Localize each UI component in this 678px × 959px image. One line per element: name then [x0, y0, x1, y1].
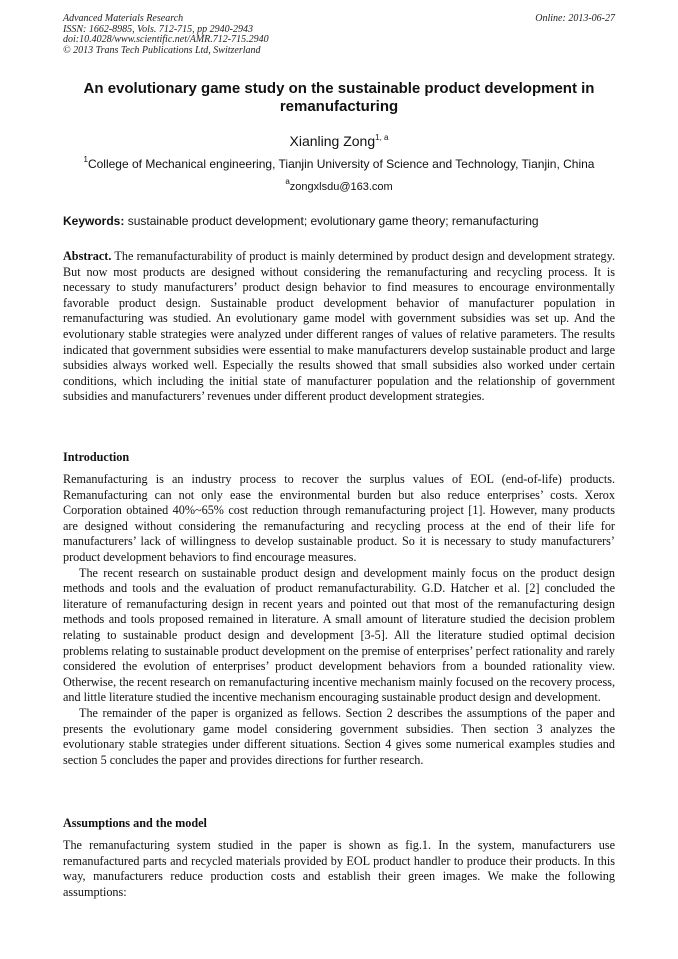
intro-paragraph-2: The recent research on sustainable product design and development mainly focus on the product design methods and tools and the evaluation of product remanufacturability. G.D. Hatcher et al. [2] concluded the literature of remanufacturing design in recent years and pointed out that most of the remanufacturing design methods and tools proposed remained in literature. A small amount of literature studied the decision problem relating to sustainable product design and development [3-5]. All the literature studied optimal decision problems relating to sustainable product development on the premise of enterprises’ perfect rationality and rarely considered the evolution of enterprises’ product development behaviors from a bounded rationality view. Otherwise, the recent research on remanufacturing incentive mechanism mainly focused on the recovery process, and little literature studied the incentive mechanism encouraging sustainable product design and development. [63, 565, 615, 705]
abstract-text: The remanufacturability of product is mainly determined by product design and development strategy. But now most products are designed without considering the remanufacturing and recycling process. It is necessary to study manufacturers’ product design behavior to find measures to encourage environmentally favorable product design. Sustainable product development behavior of manufacturer population in remanufacturing was studied. An evolutionary game model with government subsidies was set up. And the evolutionary stable strategies were analyzed under different ranges of values of relative parameters. The results indicated that government subsidies were essential to make manufacturers develop sustainable product and large subsidies always worked well. Especially the results showed that small subsidies also worked under certain conditions, which including the initial state of manufacturer population and the relationship of government subsidies and manufacturers’ revenues under different product development strategies. [63, 249, 615, 404]
affiliation [63, 157, 615, 172]
assumptions-paragraph: The remanufacturing system studied in the paper is shown as fig.1. In the system, manufacturers use remanufactured parts and recycled materials provided by EOL product handler to produce their products. In this way, manufacturers reduce production costs and establish their green images. We make the following assumptions: [63, 838, 615, 899]
affiliation-superscript: 1 [83, 155, 88, 164]
keywords-label: Keywords: [63, 214, 125, 228]
copyright-line: © 2013 Trans Tech Publications Ltd, Switzerland [63, 44, 261, 56]
author-line [63, 133, 615, 150]
intro-paragraph-3: The remainder of the paper is organized as fellows. Section 2 describes the assumptions of the paper and presents the evolutionary game model considering government subsidies. Then section 3 analyzes the evolutionary stable strategies under different situations. Section 4 gives some numerical examples studies and section 5 concludes the paper and provides directions for further research. [63, 705, 615, 767]
assumptions-heading: Assumptions and the model [63, 816, 207, 830]
abstract-paragraph [63, 249, 615, 405]
affiliation-text: College of Mechanical engineering, Tianjin University of Science and Technology, Tianjin, China [87, 157, 595, 171]
introduction-heading: Introduction [63, 450, 130, 464]
abstract-label: Abstract. [63, 249, 112, 263]
journal-name: Advanced Materials Research [63, 13, 184, 24]
author-name: Xianling Zong [289, 133, 376, 149]
email-superscript: a [285, 177, 290, 186]
author-email [63, 177, 615, 194]
doi-line: doi:10.4028/www.scientific.net/AMR.712-715.2940 [63, 34, 269, 45]
online-date: Online: 2013-06-27 [535, 13, 615, 24]
keywords [63, 214, 615, 229]
assumptions-body [63, 838, 615, 900]
introduction-body [63, 472, 615, 768]
issn-line: ISSN: 1662-8985, Vols. 712-715, pp 2940-2943 [63, 23, 253, 35]
intro-paragraph-1: Remanufacturing is an industry process to recover the surplus values of EOL (end-of-life) products. Remanufacturing can not only ease the environmental burden but also reduce enterprises’ costs. Xerox Corporation obtained 40%~65% cost reduction through remanufacturing project [1]. However, many products are designed without considering the remanufacturing and recycling process at the end of their life for manufacturers’ lack of willingness to develop sustainable product. So it is necessary to study manufacturers’ product development behaviors to find encourage measures. [63, 472, 615, 564]
author-superscript: 1, a [375, 133, 389, 142]
journal-header [63, 14, 615, 56]
email-text: zongxlsdu@163.com [289, 181, 393, 193]
paper-title: An evolutionary game study on the sustainable product development in remanufacturing [83, 80, 595, 115]
keywords-text: sustainable product development; evolutionary game theory; remanufacturing [127, 214, 539, 228]
abstract [63, 249, 615, 405]
